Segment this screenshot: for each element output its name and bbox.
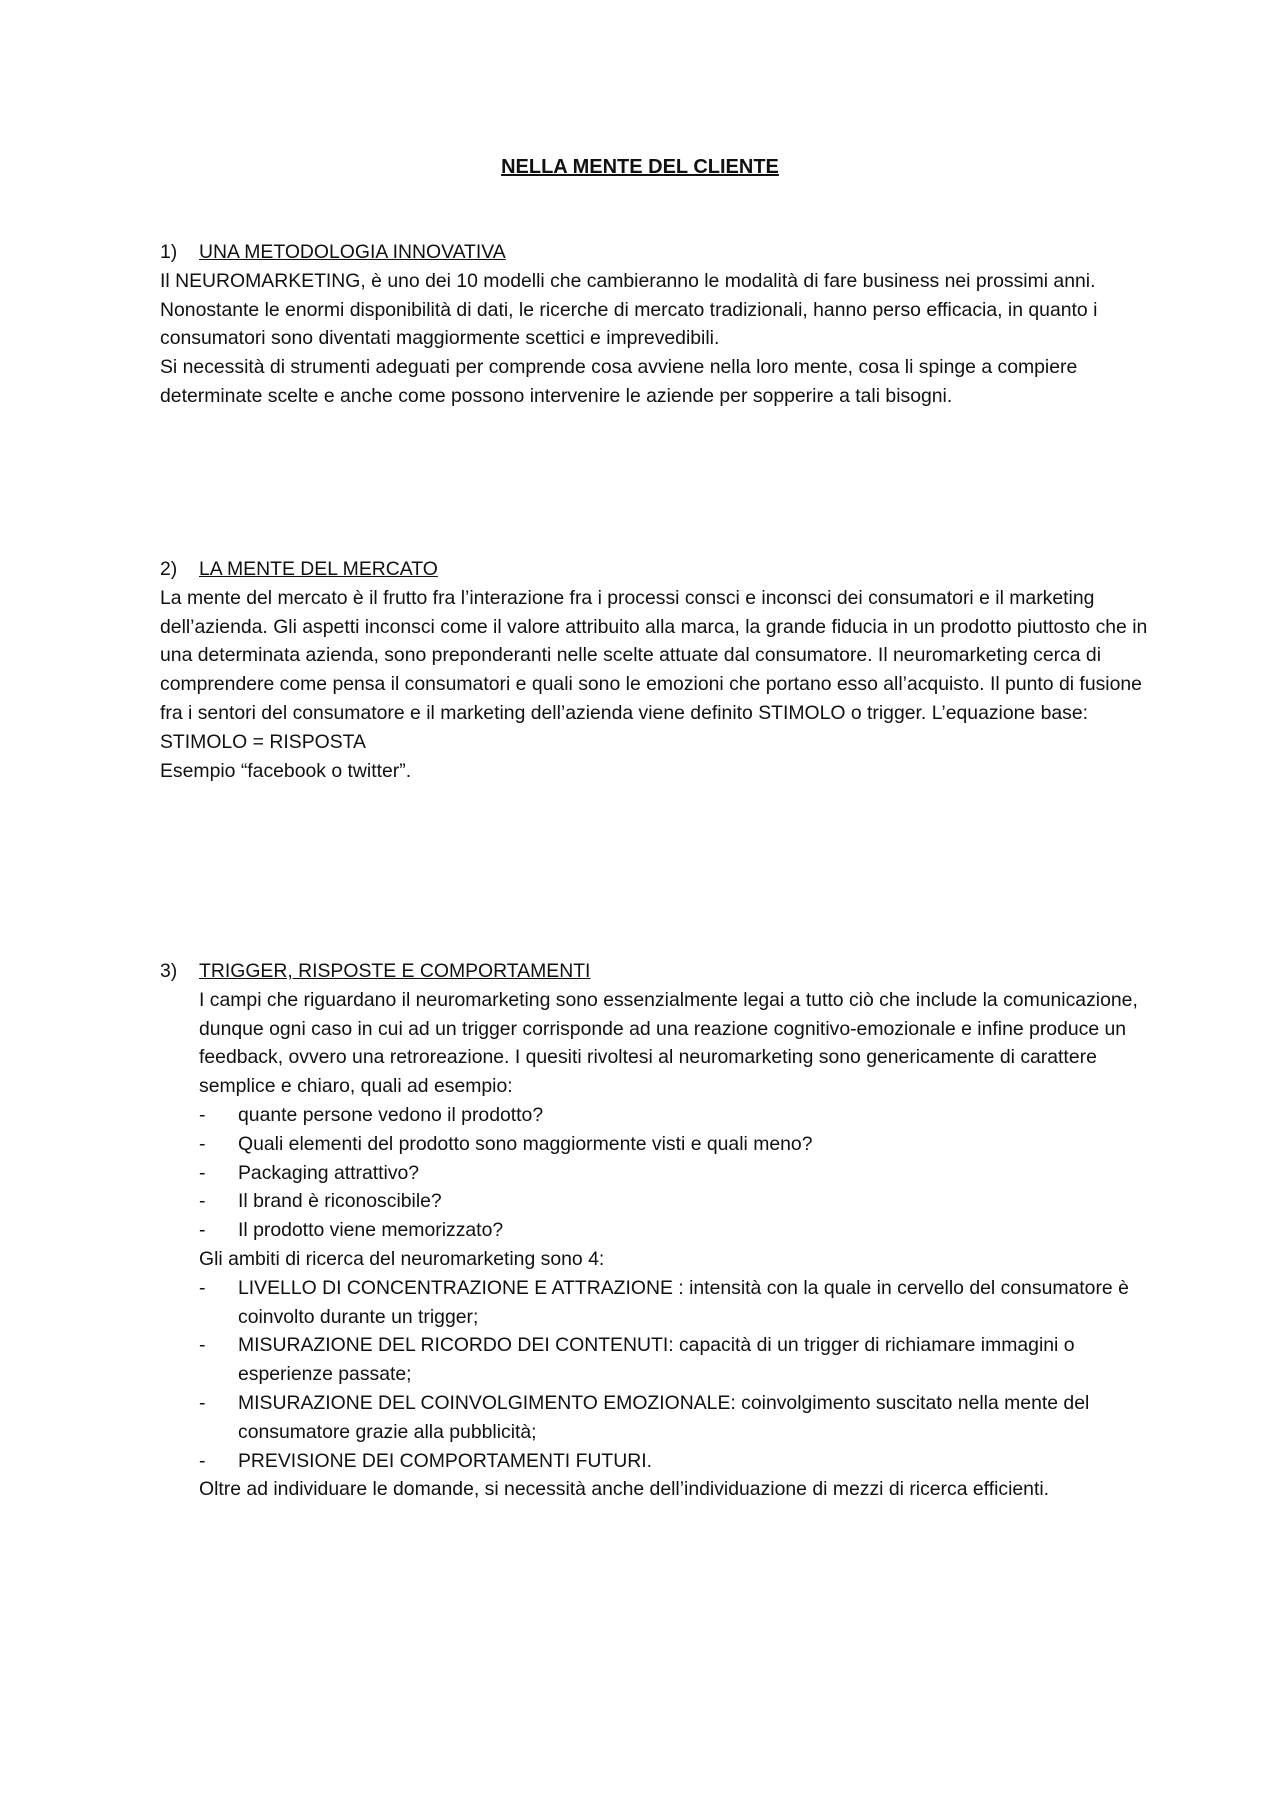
section-3-heading: TRIGGER, RISPOSTE E COMPORTAMENTI — [199, 960, 591, 982]
section-2-paragraph: La mente del mercato è il frutto fra l’interazione fra i processi consci e inconsci dei consumatori e il marketing dell’azienda. Gli aspetti inconsci come il valore attribuito alla marca, la grande fiducia in un prodotto piuttosto che in una determinata azienda, sono preponderanti nelle scelte attuate dal consumatore. Il neuromarketing cerca di comprendere come pensa il consumatori e quali sono le emozioni che portano esso all’acquisto. Il punto di fusione fra i sentori del consumatore e il marketing dell’azienda viene definito STIMOLO o trigger. L’equazione base: STIMOLO = RISPOSTA — [160, 586, 1148, 753]
section-3 — [160, 957, 1160, 1504]
section-1-header — [160, 238, 1160, 267]
section-1 — [160, 238, 1160, 411]
research-areas-list — [199, 1274, 1160, 1476]
list-item: - PREVISIONE DEI COMPORTAMENTI FUTURI. — [199, 1447, 1160, 1476]
list-item: - LIVELLO DI CONCENTRAZIONE E ATTRAZIONE : intensità con la quale in cervello del consumatore è coinvolto durante un trigger; — [199, 1274, 1160, 1332]
list-item: - Il brand è riconoscibile? — [199, 1187, 1160, 1216]
section-3-closing: Oltre ad individuare le domande, si necessità anche dell’individuazione di mezzi di ricerca efficienti. — [199, 1478, 1050, 1501]
questions-list — [199, 1101, 1160, 1245]
list-item: - Il prodotto viene memorizzato? — [199, 1216, 1160, 1245]
section-1-heading: UNA METODOLOGIA INNOVATIVA — [199, 241, 506, 263]
section-2-number: 2) — [160, 558, 178, 580]
section-3-intro: I campi che riguardano il neuromarketing sono essenzialmente legai a tutto ciò che include la comunicazione, dunque ogni caso in cui ad un trigger corrisponde ad una reazione cognitivo-emozionale e infine produce un feedback, ovvero una retroreazione. I quesiti rivoltesi al neuromarketing sono genericamente di carattere semplice e chiaro, quali ad esempio: — [199, 988, 1138, 1098]
section-3-areas-intro: Gli ambiti di ricerca del neuromarketing sono 4: — [199, 1247, 605, 1270]
section-2-paragraph: Esempio “facebook o twitter”. — [160, 759, 412, 782]
list-item: - Quali elementi del prodotto sono maggiormente visti e quali meno? — [199, 1130, 1160, 1159]
section-2 — [160, 555, 1160, 785]
section-3-header — [160, 957, 1160, 986]
section-1-number: 1) — [160, 241, 178, 263]
document-title: NELLA MENTE DEL CLIENTE — [501, 156, 779, 178]
section-1-paragraph: Si necessità di strumenti adeguati per comprende cosa avviene nella loro mente, cosa li spinge a compiere determinate scelte e anche come possono intervenire le aziende per sopperire a tali bisogni. — [160, 356, 1078, 407]
list-item: - Packaging attrattivo? — [199, 1159, 1160, 1188]
section-2-header — [160, 555, 1160, 584]
section-3-number: 3) — [160, 960, 178, 982]
list-item: - MISURAZIONE DEL RICORDO DEI CONTENUTI: capacità di un trigger di richiamare immagini o esperienze passate; — [199, 1331, 1160, 1389]
list-item: - MISURAZIONE DEL COINVOLGIMENTO EMOZIONALE: coinvolgimento suscitato nella mente del consumatore grazie alla pubblicità; — [199, 1389, 1160, 1447]
section-3-body — [160, 986, 1160, 1504]
section-2-heading: LA MENTE DEL MERCATO — [199, 558, 438, 580]
section-1-paragraph: Il NEUROMARKETING, è uno dei 10 modelli che cambieranno le modalità di fare business nei prossimi anni. Nonostante le enormi disponibilità di dati, le ricerche di mercato tradizionali, hanno perso efficacia, in quanto i consumatori sono diventati maggiormente scettici e imprevedibili. — [160, 269, 1098, 350]
list-item: - quante persone vedono il prodotto? — [199, 1101, 1160, 1130]
